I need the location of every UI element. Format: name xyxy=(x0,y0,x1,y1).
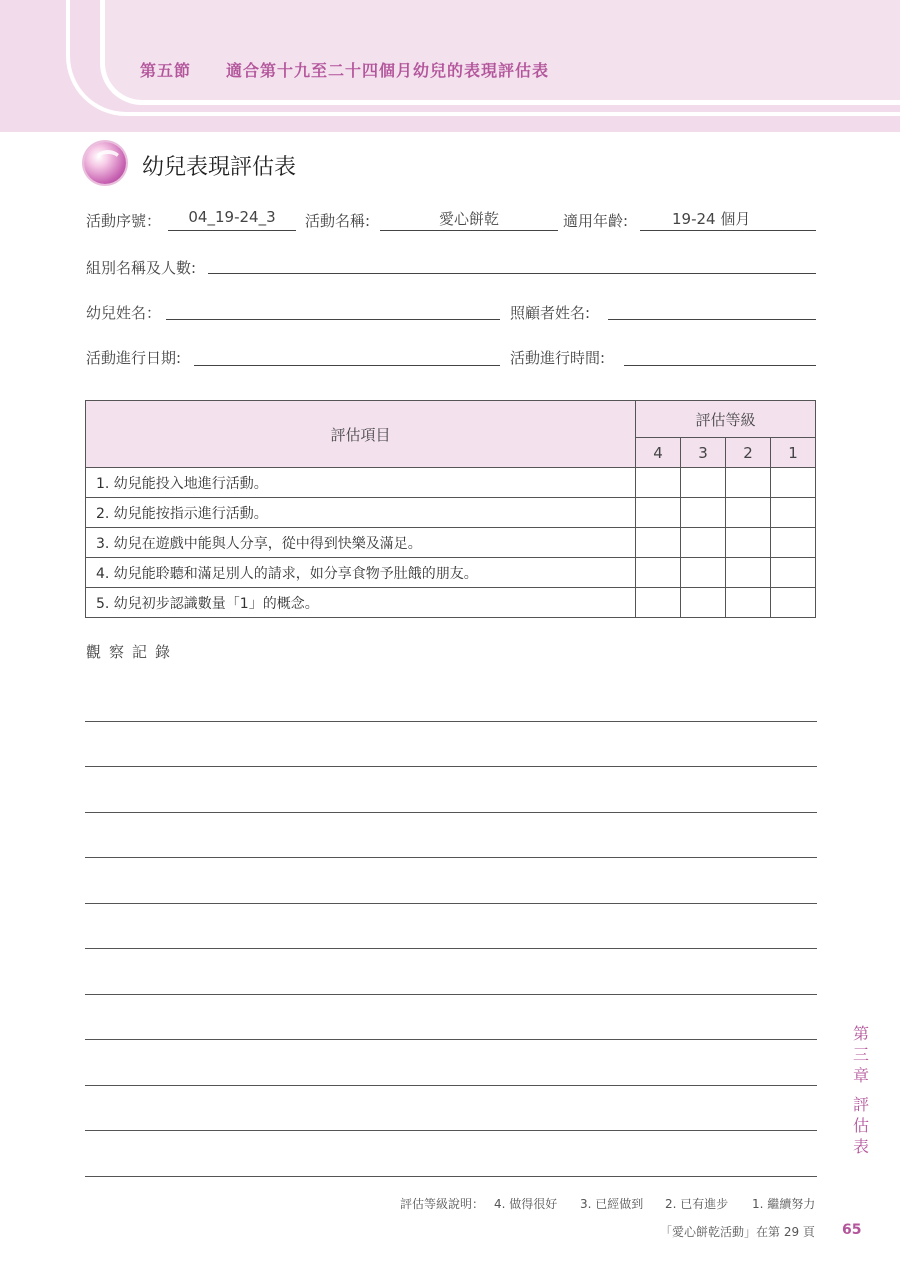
score-cell[interactable] xyxy=(681,528,726,558)
score-cell[interactable] xyxy=(771,588,816,618)
group-underline xyxy=(208,273,816,274)
writing-line[interactable] xyxy=(85,812,817,813)
table-row xyxy=(86,588,816,618)
carer-name-label: 照顧者姓名: xyxy=(510,304,591,322)
header-inner-panel xyxy=(100,0,900,105)
grade-1-header: 1 xyxy=(771,438,816,468)
observation-label: 觀察記錄 xyxy=(86,643,179,661)
legend-grade-3: 3. 已經做到 xyxy=(580,1197,644,1211)
table-row xyxy=(86,498,816,528)
writing-line[interactable] xyxy=(85,766,817,767)
writing-line[interactable] xyxy=(85,994,817,995)
writing-line[interactable] xyxy=(85,1130,817,1131)
writing-line[interactable] xyxy=(85,948,817,949)
grade-4-header: 4 xyxy=(636,438,681,468)
score-cell[interactable] xyxy=(726,468,771,498)
date-underline xyxy=(194,365,500,366)
item-header: 評估項目 xyxy=(86,401,636,468)
writing-line[interactable] xyxy=(85,1176,817,1177)
score-cell[interactable] xyxy=(636,468,681,498)
group-label: 組別名稱及人數: xyxy=(86,259,197,277)
score-cell[interactable] xyxy=(636,558,681,588)
child-name-label: 幼兒姓名： xyxy=(86,304,162,322)
time-underline xyxy=(624,365,816,366)
table-row xyxy=(86,468,816,498)
age-value: 19-24 個月 xyxy=(672,210,751,228)
activity-no-underline xyxy=(168,230,296,231)
assessment-item: 5. 幼兒初步認識數量「1」的概念。 xyxy=(86,588,636,618)
activity-no-value: 04_19-24_3 xyxy=(188,208,276,226)
score-cell[interactable] xyxy=(771,558,816,588)
age-underline xyxy=(640,230,816,231)
writing-line[interactable] xyxy=(85,721,817,722)
score-cell[interactable] xyxy=(726,588,771,618)
age-label: 適用年齡: xyxy=(563,212,629,230)
activity-name-underline xyxy=(380,230,558,231)
side-topic-label: 評估表 xyxy=(852,1095,869,1156)
assessment-item: 1. 幼兒能投入地進行活動。 xyxy=(86,468,636,498)
assessment-item: 2. 幼兒能按指示進行活動。 xyxy=(86,498,636,528)
assessment-item: 4. 幼兒能聆聽和滿足別人的請求，如分享食物予肚餓的朋友。 xyxy=(86,558,636,588)
activity-no-label: 活動序號： xyxy=(86,212,162,230)
score-cell[interactable] xyxy=(771,528,816,558)
score-cell[interactable] xyxy=(771,468,816,498)
writing-line[interactable] xyxy=(85,1039,817,1040)
side-chapter-label: 第三章 xyxy=(852,1024,869,1085)
activity-name-value: 愛心餅乾 xyxy=(438,210,499,228)
score-cell[interactable] xyxy=(636,528,681,558)
score-cell[interactable] xyxy=(726,528,771,558)
score-cell[interactable] xyxy=(726,498,771,528)
writing-line[interactable] xyxy=(85,903,817,904)
activity-name-label: 活動名稱: xyxy=(305,212,371,230)
carer-name-underline xyxy=(608,319,816,320)
score-cell[interactable] xyxy=(681,558,726,588)
writing-line[interactable] xyxy=(85,1085,817,1086)
date-label: 活動進行日期: xyxy=(86,349,182,367)
score-cell[interactable] xyxy=(681,588,726,618)
legend-grade-4: 4. 做得很好 xyxy=(494,1197,558,1211)
page-title: 幼兒表現評估表 xyxy=(142,155,297,180)
child-name-underline xyxy=(166,319,500,320)
page-number: 65 xyxy=(842,1222,862,1238)
legend-grade-1: 1. 繼續努力 xyxy=(752,1197,816,1211)
table-row xyxy=(86,558,816,588)
score-cell[interactable] xyxy=(636,588,681,618)
time-label: 活動進行時間: xyxy=(510,349,606,367)
table-row xyxy=(86,528,816,558)
score-cell[interactable] xyxy=(636,498,681,528)
grade-3-header: 3 xyxy=(681,438,726,468)
section-title: 適合第十九至二十四個月幼兒的表現評估表 xyxy=(226,61,550,80)
score-cell[interactable] xyxy=(726,558,771,588)
score-cell[interactable] xyxy=(771,498,816,528)
grade-header: 評估等級 xyxy=(636,401,816,438)
legend-label: 評估等級說明： xyxy=(400,1197,485,1211)
orb-highlight xyxy=(94,150,122,172)
score-cell[interactable] xyxy=(681,468,726,498)
writing-line[interactable] xyxy=(85,857,817,858)
section-label: 第五節 xyxy=(140,61,192,80)
legend-grade-2: 2. 已有進步 xyxy=(665,1197,729,1211)
assessment-table xyxy=(85,400,816,618)
score-cell[interactable] xyxy=(681,498,726,528)
page-reference: 「愛心餅乾活動」在第 29 頁 xyxy=(660,1225,815,1239)
assessment-item: 3. 幼兒在遊戲中能與人分享，從中得到快樂及滿足。 xyxy=(86,528,636,558)
grade-2-header: 2 xyxy=(726,438,771,468)
